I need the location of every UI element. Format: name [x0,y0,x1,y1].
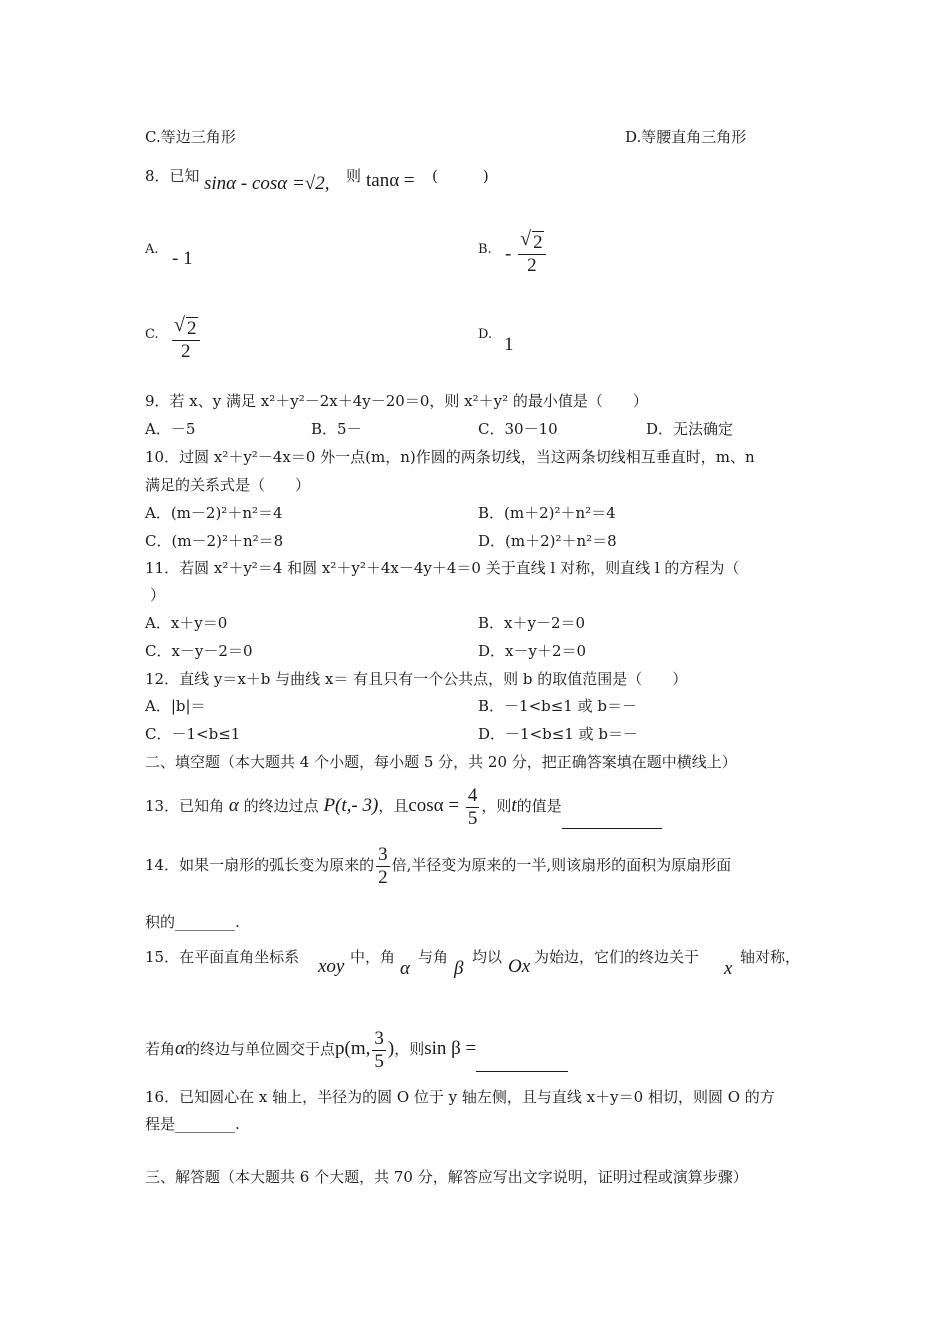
q13-alpha: α [228,795,239,816]
q9-option-d: D．无法确定 [646,420,734,438]
q15-t1: 中，角 [350,948,396,966]
q14-line1 [145,843,731,889]
q10-stem-line2: 满足的关系式是（ ） [145,476,311,494]
q8-b-fraction: √ 2 2 [518,232,546,277]
q16-line2: 程是________. [145,1115,240,1133]
q10-option-d: D．(m＋2)²＋n²＝8 [478,532,617,550]
q8-b-num: 2 [533,232,543,253]
q8-option-b-label: B. [478,242,492,257]
q8-option-b-value [505,228,548,277]
q10-option-b: B．(m＋2)²＋n²＝4 [478,504,616,522]
q15-num: 3 [374,1027,384,1049]
section-3-heading: 三、解答题（本大题共 6 个大题，共 70 分，解答应写出文字说明，证明过程或演算步骤） [145,1168,748,1186]
q15-answer-blank [476,1027,568,1072]
q8-tan: tanα = [366,170,415,191]
q8-b-sign: - [505,243,512,265]
q15-l2sin: sin β = [424,1038,477,1059]
q13-post2: 的值是 [516,797,562,815]
q15-pre: 15．在平面直角坐标系 [145,948,300,966]
q13-answer-blank [562,784,662,829]
q15-l2pre: 若角 [145,1040,176,1058]
q8-option-a-value: - 1 [172,248,193,269]
q11-stem-line1: 11．若圆 x²＋y²＝4 和圆 x²＋y²＋4x－4y＋4＝0 关于直线 l 对称，则直线 l 的方程为（ [145,559,740,577]
q14-pre: 14．如果一扇形的弧长变为原来的 [145,856,375,874]
q8-c-den: 2 [181,341,191,362]
q13-point-text: P(t,- 3) [323,795,379,816]
q12-stem: 12．直线 y＝x＋b 与曲线 x＝ 有且只有一个公共点，则 b 的取值范围是（ ） [145,670,688,688]
q8-option-c-value [170,314,202,363]
q8-option-d-value: 1 [504,334,514,355]
section-2-heading: 二、填空题（本大题共 4 个小题，每小题 5 分，共 20 分，把正确答案填在题中横线上） [145,753,737,771]
q8-b-den: 2 [527,255,537,276]
q10-option-c: C．(m－2)²＋n²＝8 [145,532,284,550]
q15-l2mid: 的终边与单位圆交于点 [185,1040,336,1058]
q15-t5: 轴对称， [740,948,801,966]
q16-line1: 16．已知圆心在 x 轴上，半径为的圆 O 位于 y 轴左侧，且与直线 x＋y＝0 相切，则圆 O 的方 [145,1088,775,1106]
q7-option-d: D.等腰直角三角形 [625,128,747,146]
q15-l2alpha: α [175,1038,185,1059]
q15-fraction [372,1028,386,1073]
q15-l2p: p(m, [335,1038,371,1059]
q10-stem-line1: 10．过圆 x²＋y²－4x＝0 外一点(m，n)作圆的两条切线，当这两条切线相互垂直时，m、n [145,448,755,466]
q15-l2close: ) [387,1038,395,1059]
q13-point [323,795,378,816]
q13-fraction [466,785,480,830]
q9-option-b: B．5－ [311,420,362,438]
q12-option-d: D．－1<b≤1 或 b＝－ [478,725,638,743]
q8-option-a-label: A. [145,242,159,257]
q8-option-c-label: C. [145,327,159,342]
q14-den: 2 [378,866,388,888]
q8-c-fraction: √ 2 2 [172,318,200,363]
q8-c-num: 2 [187,318,197,339]
q15-l2post: ，则 [394,1040,425,1058]
q13-den: 5 [467,807,478,829]
q11-option-a: A．x＋y＝0 [145,614,228,632]
q11-stem-line2: ） [150,586,166,604]
q12-option-b: B．－1<b≤1 或 b＝－ [478,697,637,715]
q8-paren: ( ) [432,167,489,185]
q14-fraction [376,844,390,889]
q13-t: t [511,795,517,816]
q15-xoy: xoy [318,956,345,977]
q11-option-c: C．x－y－2＝0 [145,642,253,660]
q8-option-d-label: D. [478,327,493,342]
q15-line2 [145,1027,568,1073]
q15-alpha: α [400,958,410,979]
q15-ox: Ox [508,956,531,977]
q13-mid: 的终边过点 [243,797,319,815]
q11-option-d: D．x－y＋2＝0 [478,642,587,660]
q13-cos: cosα = [408,795,460,816]
q12-option-c: C．－1<b≤1 [145,725,241,743]
q10-option-a: A．(m－2)²＋n²＝4 [145,504,283,522]
q13-num: 4 [467,784,478,806]
q9-option-a: A．－5 [145,420,196,438]
q15-x: x [724,958,733,979]
q7-option-c: C.等边三角形 [145,128,236,146]
q15-beta: β [454,958,464,979]
q13-mid2: ，且 [378,797,409,815]
q8-ze: 则 [346,167,362,185]
q13-pre: 13．已知角 [145,797,225,815]
q15-t2: 与角 [418,948,449,966]
q9-option-c: C．30－10 [478,420,558,438]
q15-t4: 为始边，它们的终边关于 [534,948,700,966]
q13-post: ，则 [481,797,512,815]
q8-stem: 8．已知 [145,167,200,185]
q14-num: 3 [378,843,388,865]
q15-t3: 均以 [472,948,503,966]
q11-option-b: B．x＋y－2＝0 [478,614,586,632]
q8-expr-text: sinα - cosα =√2, [204,173,330,194]
q14-post: 倍,半径变为原来的一半,则该扇形的面积为原扇形面 [391,856,732,874]
q9-stem: 9．若 x、y 满足 x²＋y²－2x＋4y－20＝0，则 x²＋y² 的最小值是（ ） [145,392,648,410]
q13-line [145,784,662,830]
q8-expression [204,174,330,194]
q15-den: 5 [374,1050,384,1072]
q12-option-a: A．|b|＝ [145,697,206,715]
q14-line2: 积的________. [145,913,240,931]
